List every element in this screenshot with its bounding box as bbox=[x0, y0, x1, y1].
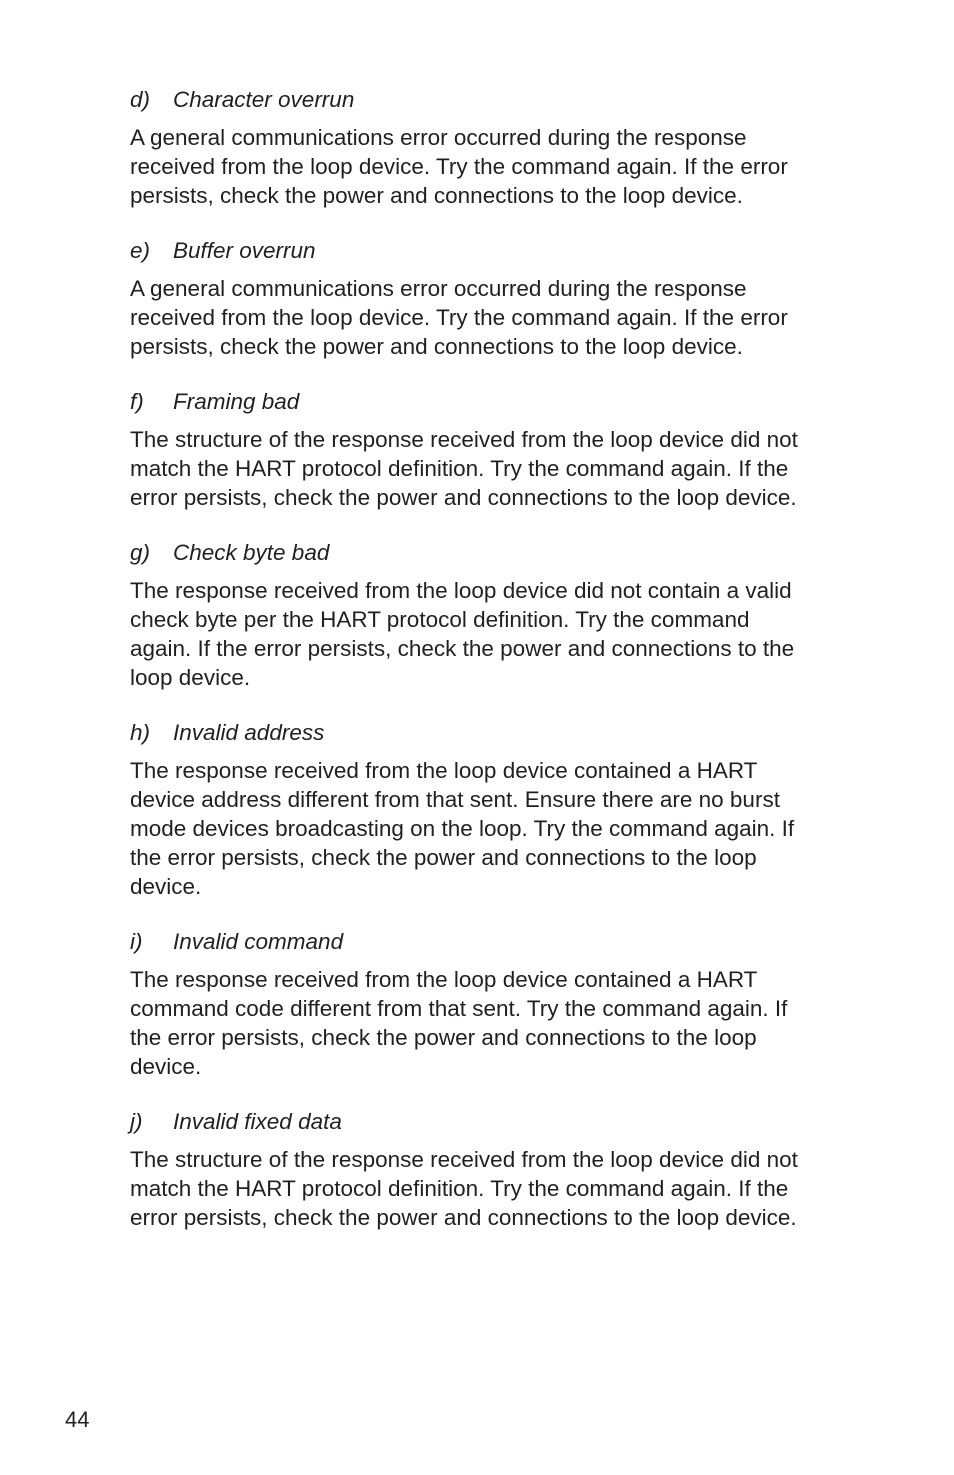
error-entry-framing-bad bbox=[130, 387, 870, 512]
entry-title: Invalid fixed data bbox=[173, 1109, 342, 1134]
error-entry-check-byte-bad bbox=[130, 538, 870, 692]
entry-title: Buffer overrun bbox=[173, 238, 316, 263]
entry-letter: h) bbox=[130, 720, 151, 745]
entry-letter: g) bbox=[130, 540, 151, 565]
entry-title: Framing bad bbox=[173, 389, 300, 414]
entry-heading bbox=[130, 236, 870, 265]
entry-description: The response received from the loop device contained a HART command code different from that sent. Try the command again. If the error persists, check the power and connections to the loop device. bbox=[130, 967, 788, 1079]
entry-heading bbox=[130, 927, 870, 956]
entry-heading bbox=[130, 718, 870, 747]
entry-heading bbox=[130, 1107, 870, 1136]
page-number: 44 bbox=[65, 1407, 90, 1432]
entry-title: Invalid address bbox=[173, 720, 325, 745]
entry-letter: i) bbox=[130, 929, 143, 954]
entry-letter: f) bbox=[130, 389, 144, 414]
entry-letter: e) bbox=[130, 238, 151, 263]
error-entry-invalid-address bbox=[130, 718, 870, 901]
entry-heading bbox=[130, 387, 870, 416]
entry-description: The structure of the response received from the loop device did not match the HART protocol definition. Try the command again. If the error persists, check the power and connections to the loop device. bbox=[130, 427, 798, 510]
entry-title: Character overrun bbox=[173, 87, 355, 112]
entry-heading bbox=[130, 538, 870, 567]
entry-description: The response received from the loop device did not contain a valid check byte per the HART protocol definition. Try the command again. If the error persists, check the power and connections to the loop device. bbox=[130, 578, 795, 690]
entry-title: Check byte bad bbox=[173, 540, 330, 565]
page-content bbox=[130, 85, 870, 1258]
entry-title: Invalid command bbox=[173, 929, 344, 954]
entry-description: A general communications error occurred during the response received from the loop device. Try the command again. If the error persists, check the power and connections to the loop device. bbox=[130, 125, 788, 208]
entry-letter: d) bbox=[130, 87, 151, 112]
error-entry-invalid-command bbox=[130, 927, 870, 1081]
entry-letter: j) bbox=[130, 1109, 143, 1134]
error-entry-character-overrun bbox=[130, 85, 870, 210]
entry-description: The structure of the response received from the loop device did not match the HART protocol definition. Try the command again. If the error persists, check the power and connections to the loop device. bbox=[130, 1147, 798, 1230]
entry-description: The response received from the loop device contained a HART device address different from that sent. Ensure there are no burst mode devices broadcasting on the loop. Try the command again. If the error persists, check the power and connections to the loop device. bbox=[130, 758, 795, 899]
error-entry-invalid-fixed-data bbox=[130, 1107, 870, 1232]
entry-description: A general communications error occurred during the response received from the loop device. Try the command again. If the error persists, check the power and connections to the loop device. bbox=[130, 276, 788, 359]
entry-heading bbox=[130, 85, 870, 114]
error-entry-buffer-overrun bbox=[130, 236, 870, 361]
